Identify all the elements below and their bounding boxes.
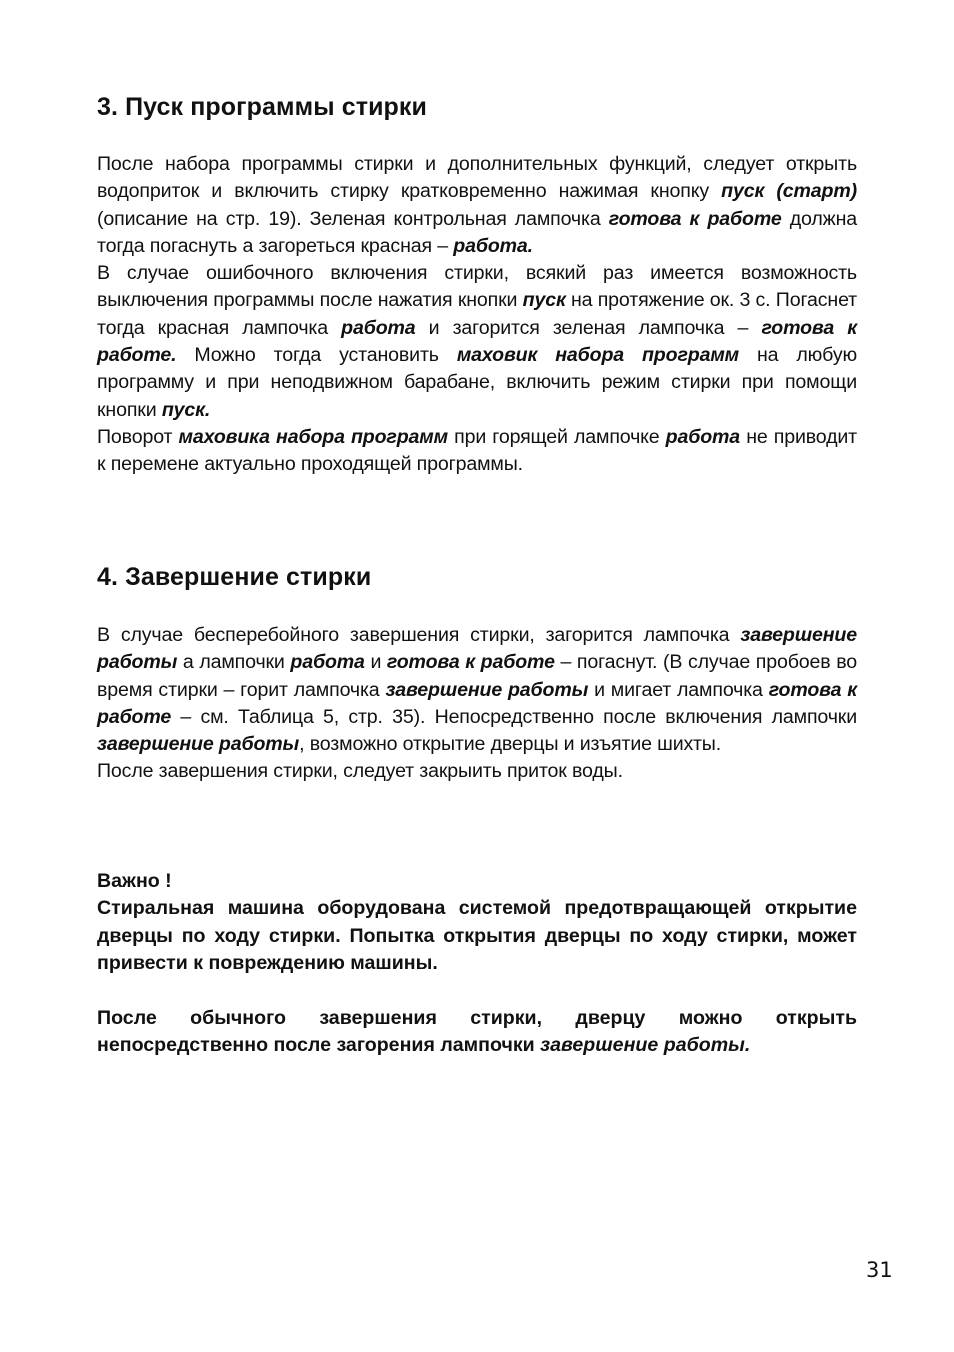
text-run: В случае ошибочного включения стирки, всякий раз имеется возможность выключения программы после нажатия кнопки bbox=[97, 262, 857, 312]
emphasized-term: готова к работе. bbox=[97, 316, 858, 367]
text-run: После завершения стирки, следует закрыить приток воды. bbox=[97, 760, 623, 783]
text-run: а лампочки bbox=[177, 651, 291, 674]
text-run: на протяжение ок. 3 с. Погаснет тогда красная лампочка bbox=[97, 289, 858, 339]
text-run: – см. Таблица 5, стр. 35). Непосредственно после включения лампочки bbox=[171, 705, 857, 728]
page-number: 31 bbox=[866, 1258, 893, 1282]
italic-term: завершение работы. bbox=[540, 1034, 751, 1057]
section-3-body bbox=[97, 151, 857, 479]
text-run: – погаснут. (В случае пробоев во время стирки – горит лампочка bbox=[97, 651, 857, 701]
emphasized-term: готова к работе bbox=[608, 207, 782, 230]
text-run: не приводит к перемене актуально проходящей программы. bbox=[97, 425, 857, 476]
text-run: при горящей лампочке bbox=[448, 425, 666, 448]
emphasized-term: завершение работы bbox=[385, 678, 589, 701]
section-3-paragraph-1 bbox=[97, 151, 857, 260]
text-run: должна тогда погаснуть а загореться красная – bbox=[97, 207, 857, 257]
emphasized-term: работа bbox=[341, 316, 416, 339]
emphasized-term: маховик набора программ bbox=[456, 344, 740, 367]
text-run: После обычного завершения стирки, дверцу можно открыть непосредственно после загорения лампочки bbox=[97, 1007, 857, 1057]
emphasized-term: завершение работы bbox=[97, 624, 857, 674]
emphasized-term: работа. bbox=[453, 234, 533, 257]
section-4-heading: 4. Завершение стирки bbox=[97, 563, 372, 591]
important-text: Стиральная машина оборудована системой предотвращающей открытие дверцы по ходу стирки. Попытка открытия дверцы по ходу стирки, может привести к повреждению машины. bbox=[97, 897, 857, 974]
door-open-note bbox=[97, 1005, 857, 1060]
text-run: После набора программы стирки и дополнительных функций, следует открыть водоприток и включить стирку кратковременно нажимая кнопку bbox=[97, 153, 857, 203]
section-4-body bbox=[97, 622, 857, 786]
emphasized-term: маховика набора программ bbox=[178, 425, 448, 448]
emphasized-term: готова к работе bbox=[97, 678, 858, 728]
emphasized-term: пуск. bbox=[161, 398, 211, 421]
door-open-note-text bbox=[97, 1005, 857, 1060]
section-3-heading: 3. Пуск программы стирки bbox=[97, 93, 427, 121]
section-3-paragraph-2 bbox=[97, 260, 857, 424]
text-run: Можно тогда установить bbox=[176, 344, 457, 367]
text-run: , возможно открытие дверцы и изъятие шихты. bbox=[299, 733, 722, 756]
emphasized-term: готова к работе bbox=[386, 651, 555, 674]
text-run: и загорится зеленая лампочка – bbox=[415, 316, 762, 339]
text-run: (описание на стр. 19). Зеленая контрольная лампочка bbox=[97, 207, 609, 230]
section-4-paragraph-1 bbox=[97, 622, 857, 758]
text-run: и мигает лампочка bbox=[588, 678, 769, 701]
important-notice bbox=[97, 868, 857, 977]
text-run: и bbox=[364, 651, 387, 674]
emphasized-term: пуск (старт) bbox=[721, 180, 857, 203]
emphasized-term: работа bbox=[290, 651, 365, 674]
text-run: Поворот bbox=[97, 425, 179, 448]
important-title: Важно ! bbox=[97, 870, 172, 892]
text-run: на любую программу и при неподвижном барабане, включить режим стирки при помощи кнопки bbox=[97, 344, 858, 421]
emphasized-term: работа bbox=[665, 425, 741, 448]
section-4-paragraph-2 bbox=[97, 758, 857, 785]
emphasized-term: завершение работы bbox=[97, 733, 300, 756]
section-3-paragraph-3 bbox=[97, 424, 857, 479]
emphasized-term: пуск bbox=[522, 289, 566, 312]
text-run: В случае бесперебойного завершения стирки, загорится лампочка bbox=[97, 624, 741, 646]
